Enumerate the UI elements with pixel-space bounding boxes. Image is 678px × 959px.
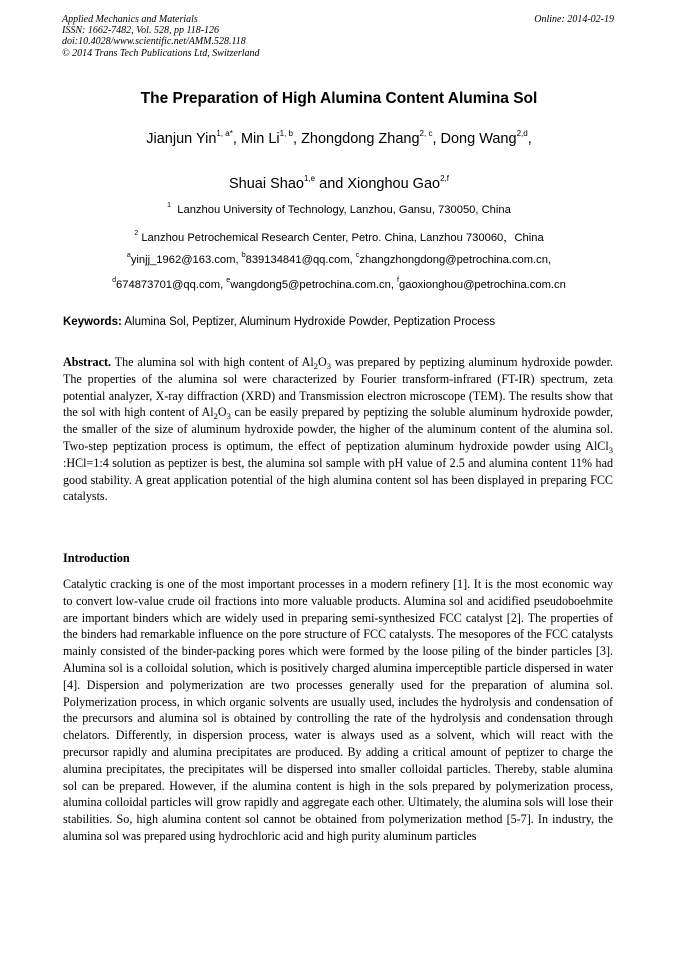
author-name: Min Li (240, 131, 280, 147)
affiliation-text: Lanzhou University of Technology, Lanzhou, Gansu, 730050, China (177, 204, 511, 216)
author-sup: 2,d (516, 129, 528, 138)
journal-header (62, 14, 260, 59)
abstract-text: O (318, 355, 327, 369)
email-line-1 (0, 254, 678, 266)
abstract-text: was prepared by peptizing aluminum hydroxide powder. The properties of the alumina sol were characterized by Fourier transform-infrared (FT-IR) spectrum, zeta potential analyzer, X-ray diffraction (XRD) and Transmission electron microscope (TEM). The results show that the sol with high content of Al (63, 355, 613, 420)
email-text: gaoxionghou@petrochina.com.cn (399, 279, 566, 291)
email-sup: a (126, 252, 131, 259)
introduction-text: Catalytic cracking is one of the most important processes in a modern refinery [1]. It is the most economic way to convert low-value crude oil fractions into more valuable products. Alumina sol and acidified pseudoboehmite are important binders which are widely used in preparing semi-synthesized FCC catalyst [2]. The properties of the binders had remarkable influence on the pore structure of FCC catalysts. The mesopores of the FCC catalysts mainly consisted of the binder-packing pores which were formed by the loose piling of the binder particles [3]. Alumina sol is a colloidal solution, which is positively charged alumina imperceptible particle dispersed in water [4]. Dispersion and polymerization are two processes generally used for the preparation of alumina sol. Polymerization process, in which organic solvents are usually used, includes the hydrolysis and condensation of the precursors and alumina sol is obtained by controlling the rate of the hydrolysis and condensation through chelators. Differently, in dispersion process, water is always used as a solvent, which will react with the precursor rapidly and alumina precipitates are produced. By adding a critical amount of peptizer to charge the alumina precipitates, the precipitates will be dispersed into smaller colloidal particles. Thereby, stable alumina sol can be prepared. However, if the alumina content is high in the sols prepared by polymerization process, alumina colloidal particles will grow rapidly and aggregate each other. Ultimately, the alumina sols will lose their stabilities. So, high alumina content sol cannot be obtained from polymerization method [5-7]. In industry, the alumina sol was prepared using hydrochloric acid and high purity aluminum particles (63, 577, 613, 843)
abstract-text: can be easily prepared by peptizing the soluble aluminum hydroxide powder, the smaller of the size of aluminum hydroxide powder, the higher of the aluminum content of the alumina sol. Two-step peptization process is optimum, the effect of peptization aluminum hydroxide powder using AlCl (63, 405, 613, 453)
keywords-label: Keywords: (63, 316, 122, 328)
subscript: 3 (608, 444, 613, 455)
author-sep: , (432, 131, 441, 147)
author-sep: and (315, 176, 348, 192)
abstract-text: :HCl=1:4 solution as peptizer is best, the alumina sol sample with pH value of 2.5 and alumina content 11% had good stability. A great application potential of the high alumina content sol has been displayed in preparing FCC catalysts. (63, 455, 613, 504)
keywords-text: Alumina Sol, Peptizer, Aluminum Hydroxide Powder, Peptization Process (121, 316, 496, 328)
email-sup: d (112, 277, 117, 284)
email-text: yinjj_1962@163.com, (130, 254, 242, 266)
online-date: Online: 2014-02-19 (534, 14, 614, 25)
affiliation-sup: 1 (167, 202, 172, 209)
abstract (63, 354, 613, 505)
author-line-1 (0, 131, 678, 147)
author-name: Jianjun Yin (146, 131, 217, 147)
author-sep: , (232, 131, 241, 147)
author-name: Shuai Shao (229, 176, 304, 192)
email-line-2 (0, 279, 678, 291)
email-text: 674873701@qq.com, (116, 279, 227, 291)
author-name: Xionghou Gao (347, 176, 441, 192)
paper-title: The Preparation of High Alumina Content Alumina Sol (140, 90, 538, 107)
email-text: zhangzhongdong@petrochina.com.cn, (359, 254, 552, 266)
subscript: 2 (313, 361, 318, 371)
author-sep: , (292, 131, 302, 147)
author-line-2 (0, 176, 678, 192)
author-name: Zhongdong Zhang (301, 131, 420, 147)
email-sup: f (397, 277, 399, 284)
email-sup: e (226, 277, 231, 284)
email-sup: c (355, 252, 360, 259)
author-sup: 1, b (279, 129, 293, 138)
abstract-label: Abstract. (63, 355, 112, 369)
author-name: Dong Wang (440, 131, 517, 147)
email-text: wangdong5@petrochina.com.cn, (230, 279, 398, 291)
affiliation-1 (0, 204, 678, 216)
keywords (63, 316, 495, 328)
subscript: 3 (226, 411, 231, 422)
author-sep: , (527, 131, 532, 147)
issn-line: ISSN: 1662-7482, Vol. 528, pp 118-126 (62, 25, 220, 37)
email-sup: b (241, 252, 246, 259)
introduction-heading: Introduction (63, 551, 130, 565)
affiliation-sup: 2 (134, 230, 139, 237)
affiliation-2 (0, 229, 678, 245)
abstract-text: The alumina sol with high content of Al (111, 355, 314, 369)
subscript: 2 (213, 411, 218, 422)
author-sup: 2,f (440, 174, 449, 183)
author-sup: 1, a* (216, 129, 233, 138)
email-text: 839134841@qq.com, (245, 254, 356, 266)
copyright-line: © 2014 Trans Tech Publications Ltd, Switzerland (62, 47, 260, 59)
abstract-text: O (217, 405, 227, 420)
journal-name: Applied Mechanics and Materials (62, 14, 198, 25)
doi-line: doi:10.4028/www.scientific.net/AMM.528.118 (62, 36, 246, 48)
subscript: 3 (326, 361, 331, 371)
author-sup: 1,e (303, 174, 316, 183)
affiliation-text: Lanzhou Petrochemical Research Center, Petro. China, Lanzhou 730060，China (141, 232, 544, 244)
author-sup: 2, c (419, 129, 433, 138)
